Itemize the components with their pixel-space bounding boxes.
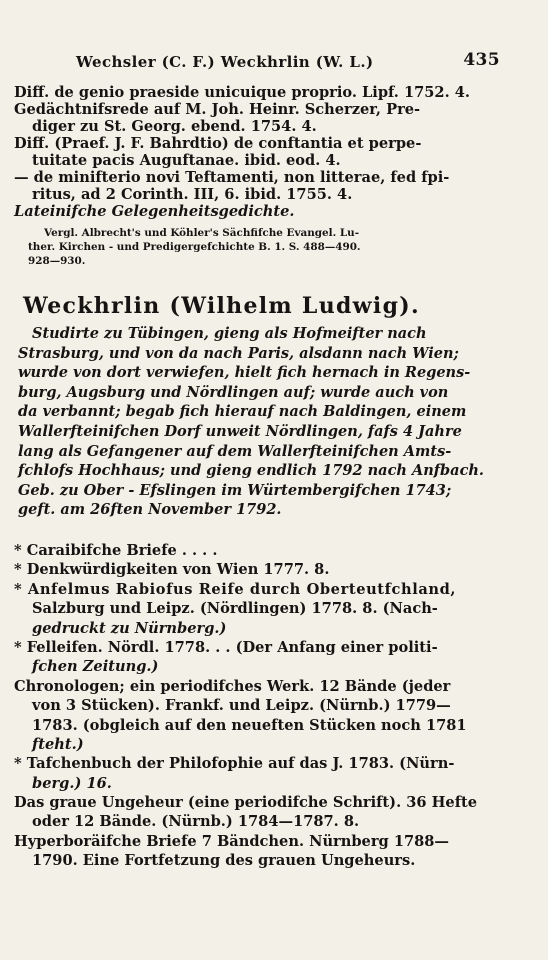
- bio-line: fchlofs Hochhaus; und gieng endlich 1792 nach Anfbach.: [18, 462, 484, 480]
- work-line: fchen Zeitung.): [32, 658, 159, 676]
- bio-line: da verbannt; begab fich hierauf nach Baldingen, einem: [18, 403, 467, 421]
- reference-line: Vergl. Albrecht's und Köhler's Sächfifche Evangel. Lu-: [44, 227, 360, 239]
- entry-line: Diff. de genio praeside unicuique proprio. Lipf. 1752. 4.: [14, 84, 470, 101]
- bio-line: Geb. zu Ober - Efslingen im Würtembergifchen 1743;: [18, 481, 452, 499]
- works-list: [14, 541, 534, 871]
- previous-entry-tail: [14, 84, 528, 268]
- work-line: fteht.): [32, 735, 84, 753]
- reference-line: 928—930.: [28, 255, 86, 267]
- bio-line: wurde von dort verwiefen, hielt fich hernach in Regens-: [18, 364, 471, 382]
- bio-line: Studirte zu Tübingen, gieng als Hofmeifter nach: [32, 325, 427, 342]
- entry-line: Gedächtnifsrede auf M. Joh. Heinr. Scherzer, Pre-: [14, 101, 421, 118]
- work-line: * Denkwürdigkeiten von Wien 1777. 8.: [14, 561, 330, 579]
- entry-line: — de minifterio novi Teftamenti, non litterae, fed fpi-: [14, 169, 450, 186]
- bio-line: lang als Gefangener auf dem Wallerfteinifchen Amts-: [18, 442, 452, 460]
- work-line: berg.) 16.: [32, 774, 112, 792]
- entry-line: tuitate pacis Auguftanae. ibid. eod. 4.: [32, 152, 341, 169]
- work-line: 1783. (obgleich auf den neueften Stücken noch 1781: [32, 716, 467, 734]
- running-head: Wechsler (C. F.) Weckhrlin (W. L.): [76, 53, 374, 71]
- bio-line: burg, Augsburg und Nördlingen auf; wurde auch von: [18, 383, 449, 401]
- work-line: von 3 Stücken). Frankf. und Leipz. (Nürnb.) 1779—: [32, 697, 451, 715]
- work-line: Chronologen; ein periodifches Werk. 12 Bände (jeder: [14, 677, 451, 695]
- entry-headword: Weckhrlin (Wilhelm Ludwig).: [23, 293, 420, 319]
- work-line: gedruckt zu Nürnberg.): [32, 619, 227, 637]
- page-number: 435: [463, 50, 500, 70]
- work-line: * Caraibifche Briefe . . . .: [14, 542, 218, 559]
- work-line: Das graue Ungeheur (eine periodifche Schrift). 36 Hefte: [14, 794, 478, 812]
- biography: [18, 324, 528, 520]
- bio-line: Strasburg, und von da nach Paris, alsdann nach Wien;: [18, 344, 459, 362]
- entry-line: diger zu St. Georg. ebend. 1754. 4.: [32, 118, 317, 135]
- entry-line: Lateinifche Gelegenheitsgedichte.: [14, 203, 295, 220]
- bio-line: Wallerfteinifchen Dorf unweit Nördlingen, fafs 4 Jahre: [18, 422, 462, 440]
- work-line: * Tafchenbuch der Philofophie auf das J. 1783. (Nürn-: [14, 755, 455, 773]
- entry-line: Diff. (Praef. J. F. Bahrdtio) de conftantia et perpe-: [14, 135, 422, 152]
- work-line: * Felleifen. Nördl. 1778. . . (Der Anfang einer politi-: [14, 638, 438, 656]
- entry-line: ritus, ad 2 Corinth. III, 6. ibid. 1755. 4.: [32, 186, 353, 203]
- bio-line: geft. am 26ften November 1792.: [18, 501, 282, 519]
- work-line: Hyperboräifche Briefe 7 Bändchen. Nürnberg 1788—: [14, 832, 450, 850]
- work-line: oder 12 Bände. (Nürnb.) 1784—1787. 8.: [32, 813, 360, 831]
- running-header: [70, 50, 500, 74]
- reference-line: ther. Kirchen - und Predigergefchichte B. 1. S. 488—490.: [28, 241, 361, 253]
- work-line: * Anfelmus Rabiofus Reife durch Oberteutfchland,: [14, 580, 457, 598]
- work-line: Salzburg und Leipz. (Nördlingen) 1778. 8. (Nach-: [32, 600, 438, 618]
- work-line: 1790. Eine Fortfetzung des grauen Ungeheurs.: [32, 852, 416, 870]
